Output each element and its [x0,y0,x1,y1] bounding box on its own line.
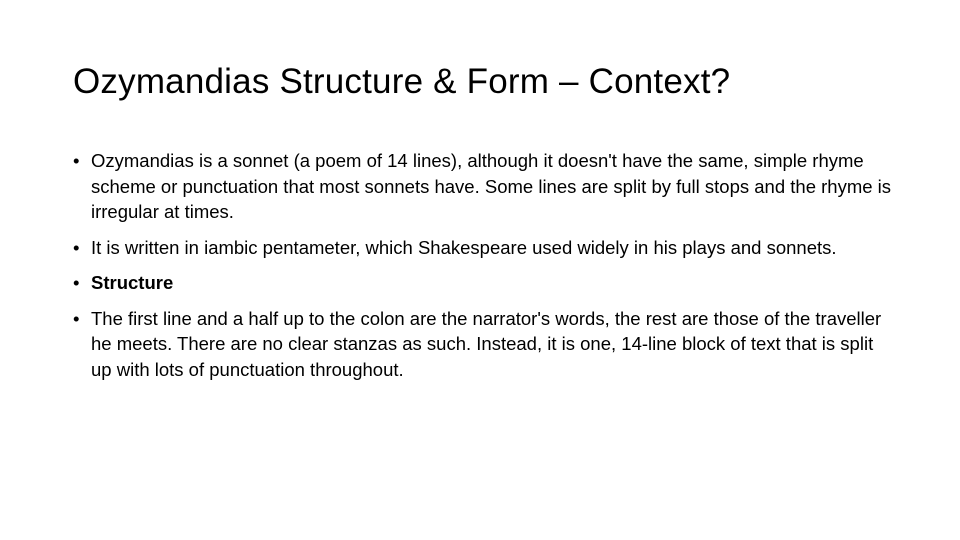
bullet-dot: • [73,236,80,258]
bullet-text: Structure [91,272,174,293]
bullet-item-iambic [73,235,893,261]
bullet-text: Ozymandias is a sonnet (a poem of 14 lines), although it doesn't have the same, simple rhyme scheme or punctuation that most sonnets have. Some lines are split by full stops and the rhyme is irregular at times. [91,150,892,222]
bullet-item-structure-heading [73,270,893,296]
bullet-text: The first line and a half up to the colon are the narrator's words, the rest are those of the traveller he meets. There are no clear stanzas as such. Instead, it is one, 14-line block of text that is split up with lots of punctuation throughout. [91,307,882,380]
bullet-dot: • [73,150,80,171]
bullet-item-narrator [73,306,893,383]
bullet-dot: • [73,272,80,293]
bullet-text: It is written in iambic pentameter, which Shakespeare used widely in his plays and sonnets. [91,236,837,258]
bullet-list [73,148,893,392]
slide-title: Ozymandias Structure & Form – Context? [73,62,731,101]
bullet-dot: • [73,307,80,329]
bullet-item-sonnet [73,148,893,225]
